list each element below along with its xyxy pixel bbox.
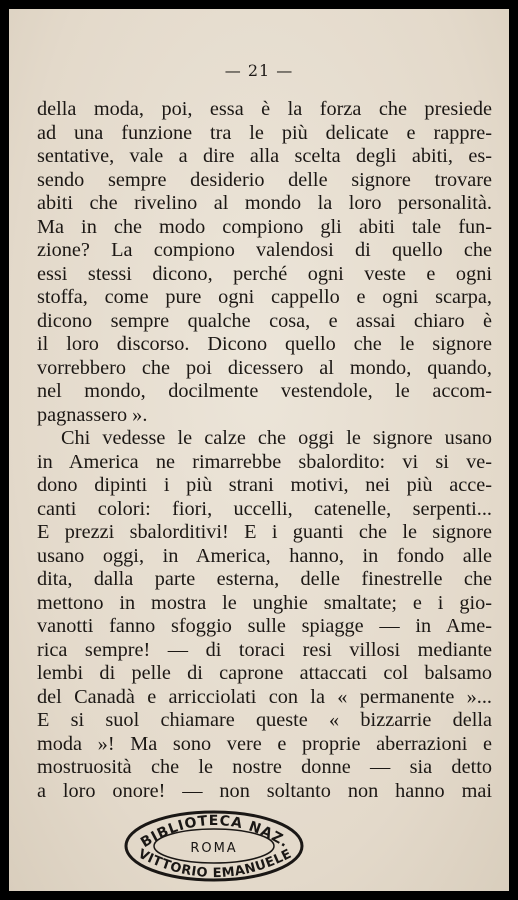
book-page (9, 9, 509, 891)
text-line: della moda, poi, essa è la forza che presiede (37, 98, 492, 120)
text-line: ad una funzione tra le più delicate e rappre- (37, 121, 492, 144)
text-line: dicono sempre qualche cosa, e assai chiaro è (37, 309, 492, 332)
text-line: dita, dalla parte esterna, delle finestrelle che (37, 568, 492, 590)
text-line: essi stessi dicono, perché ogni veste e ogni (37, 262, 492, 285)
text-line: mostruosità che le nostre donne — sia detto (37, 756, 492, 778)
text-line: abiti che rivelino al mondo la loro personalità. (37, 192, 492, 214)
text-line: sendo sempre desiderio delle signore trovare (37, 168, 492, 191)
text-line: vanotti fanno sfoggio sulle spiagge — in Ame- (37, 615, 492, 637)
text-line: Ma in che modo compiono gli abiti tale fun- (37, 215, 492, 238)
text-line: moda »! Ma sono vere e proprie aberrazioni e (37, 732, 492, 755)
text-line: a loro onore! — non soltanto non hanno mai (37, 779, 492, 802)
text-line: zione? La compiono valendosi di quello che (37, 239, 492, 261)
stamp-middle-text: ROMA (190, 841, 238, 856)
page-number: — 21 — (224, 61, 294, 80)
stamp-top-text: BIBLIOTECA NAZ. (138, 812, 292, 852)
text-line: E prezzi sbalorditivi! E i guanti che le signore (37, 521, 492, 543)
text-line: il loro discorso. Dicono quello che le signore (37, 333, 492, 355)
stamp-bottom-text: VITTORIO EMANUELE (135, 846, 295, 882)
text-line: usano oggi, in America, hanno, in fondo alle (37, 544, 492, 567)
text-line: E si suol chiamare queste « bizzarrie della (37, 709, 492, 731)
text-line: vorrebbero che poi dicessero al mondo, quando, (37, 356, 492, 379)
text-line: canti colori: fiori, uccelli, catenelle, serpenti... (37, 497, 492, 520)
text-line: dono dipinti i più strani motivi, nei più acce- (37, 474, 492, 496)
text-line: del Canadà e arricciolati con la « permanente »... (37, 685, 492, 708)
text-line: rica sempre! — di toraci resi villosi mediante (37, 638, 492, 661)
text-line: pagnassero ». (37, 403, 148, 426)
text-line: in America ne rimarrebbe sbalordito: vi si ve- (37, 450, 492, 473)
text-line: nel mondo, docilmente vestendole, le accom- (37, 380, 492, 402)
body-text (37, 98, 492, 803)
paragraph-2 (37, 427, 492, 803)
library-stamp (119, 804, 309, 884)
text-line: Chi vedesse le calze che oggi le signore usano (61, 427, 492, 449)
text-line: sentative, vale a dire alla scelta degli abiti, es- (37, 145, 492, 167)
text-line: lembi di pelle di caprone attaccati col balsamo (37, 662, 492, 684)
text-line: mettono in mostra le unghie smaltate; e i gio- (37, 591, 492, 614)
paragraph-1 (37, 98, 492, 427)
text-line: stoffa, come pure ogni cappello e ogni scarpa, (37, 286, 492, 308)
